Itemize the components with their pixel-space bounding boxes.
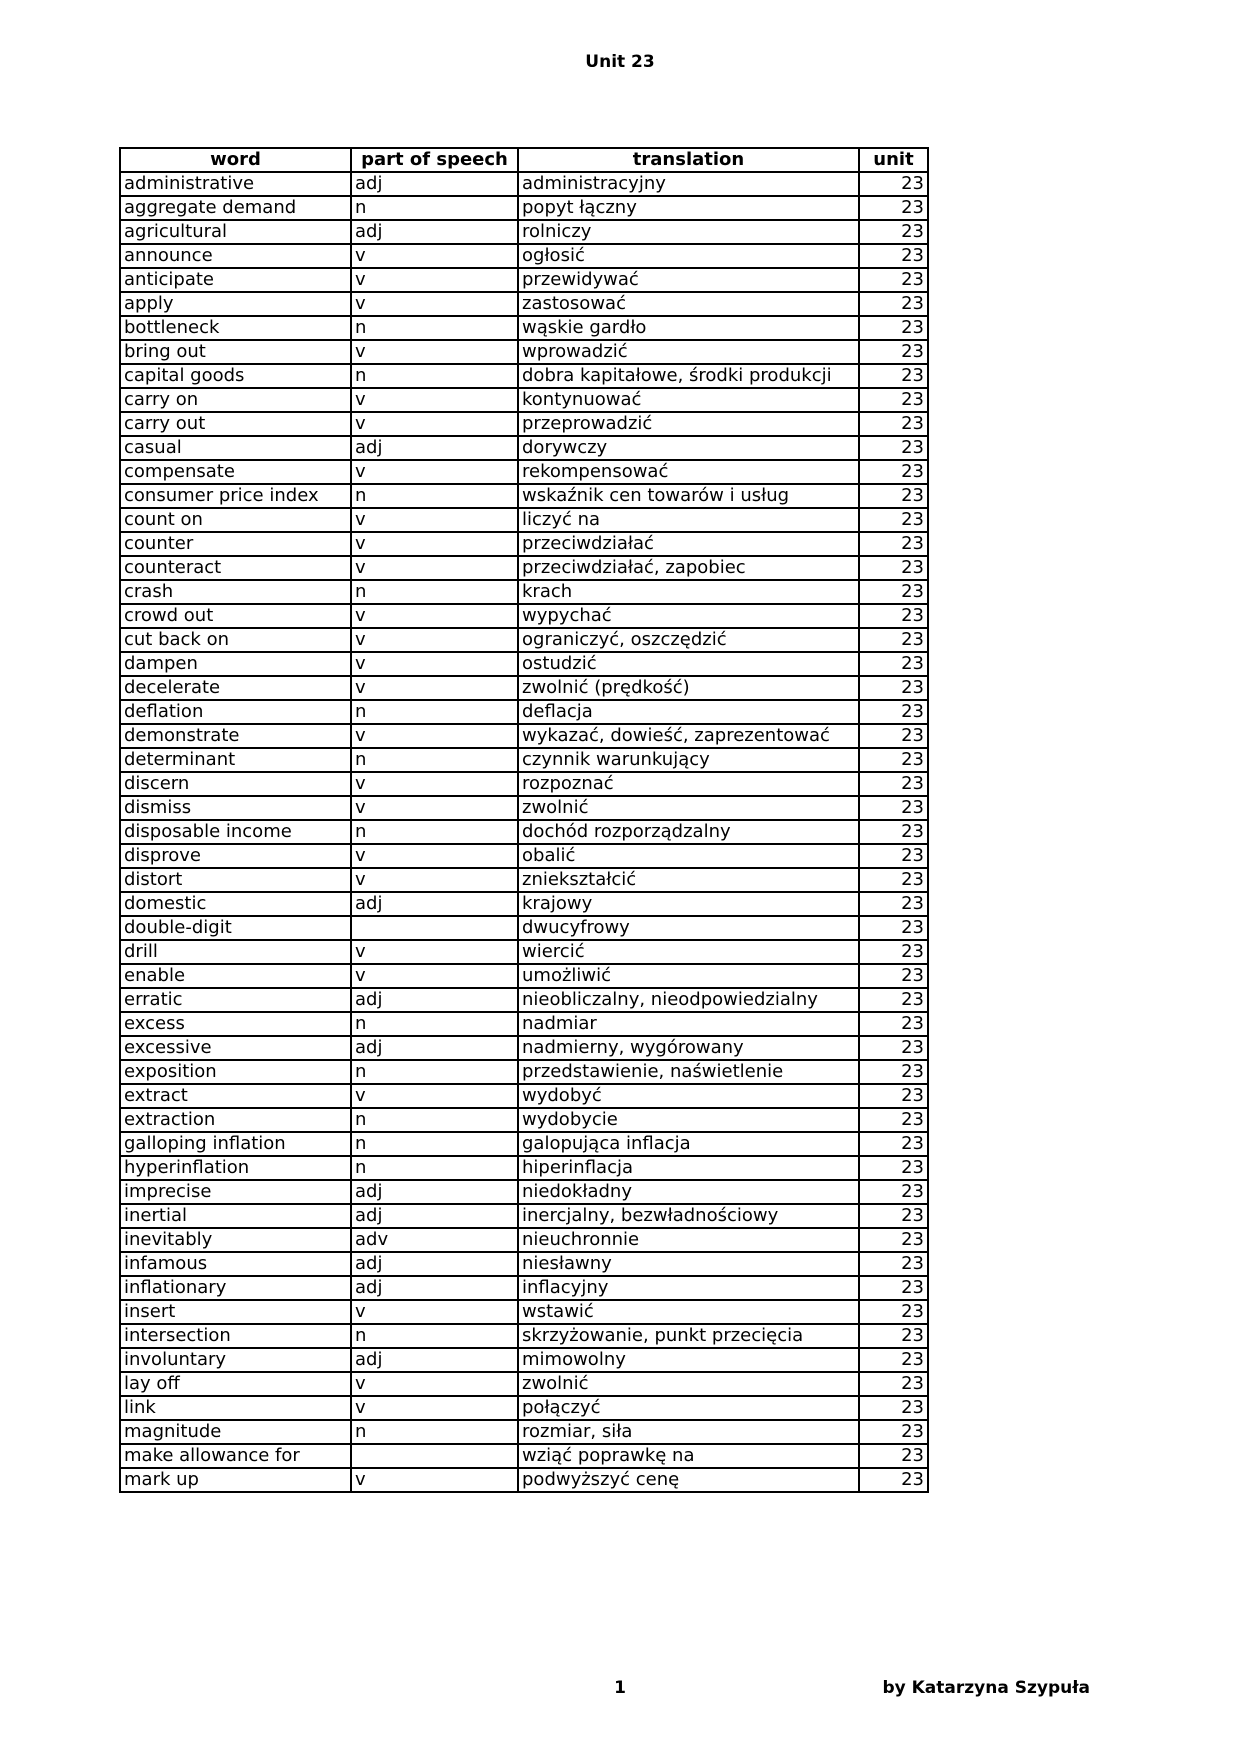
part-of-speech-cell: n [351,748,518,772]
part-of-speech-cell: n [351,484,518,508]
unit-cell: 23 [859,1228,928,1252]
word-cell: involuntary [120,1348,351,1372]
unit-cell: 23 [859,1204,928,1228]
translation-cell: zniekształcić [518,868,859,892]
part-of-speech-cell: n [351,1108,518,1132]
unit-cell: 23 [859,436,928,460]
table-row [120,172,928,196]
word-cell: dampen [120,652,351,676]
table-row [120,244,928,268]
translation-cell: inercjalny, bezwładnościowy [518,1204,859,1228]
word-cell: link [120,1396,351,1420]
part-of-speech-cell: n [351,316,518,340]
part-of-speech-cell: n [351,820,518,844]
part-of-speech-cell: v [351,1396,518,1420]
word-cell: imprecise [120,1180,351,1204]
translation-cell: dwucyfrowy [518,916,859,940]
unit-cell: 23 [859,1252,928,1276]
word-cell: inertial [120,1204,351,1228]
unit-cell: 23 [859,916,928,940]
table-row [120,196,928,220]
table-row [120,556,928,580]
unit-cell: 23 [859,364,928,388]
part-of-speech-cell: adj [351,220,518,244]
translation-cell: rozpoznać [518,772,859,796]
part-of-speech-cell: n [351,1060,518,1084]
word-cell: galloping inflation [120,1132,351,1156]
translation-cell: mimowolny [518,1348,859,1372]
translation-cell: rekompensować [518,460,859,484]
word-cell: mark up [120,1468,351,1492]
unit-cell: 23 [859,1156,928,1180]
word-cell: lay off [120,1372,351,1396]
translation-cell: dorywczy [518,436,859,460]
table-row [120,820,928,844]
unit-cell: 23 [859,268,928,292]
table-row [120,1012,928,1036]
translation-cell: deflacja [518,700,859,724]
unit-cell: 23 [859,1012,928,1036]
word-cell: count on [120,508,351,532]
part-of-speech-cell: v [351,244,518,268]
translation-cell: przewidywać [518,268,859,292]
table-row [120,412,928,436]
unit-cell: 23 [859,532,928,556]
translation-cell: dobra kapitałowe, środki produkcji [518,364,859,388]
unit-cell: 23 [859,1420,928,1444]
word-cell: enable [120,964,351,988]
word-cell: extraction [120,1108,351,1132]
table-row [120,844,928,868]
part-of-speech-cell: adj [351,1204,518,1228]
table-row [120,1180,928,1204]
part-of-speech-cell: adj [351,1036,518,1060]
word-cell: inevitably [120,1228,351,1252]
part-of-speech-cell: adj [351,1252,518,1276]
translation-cell: wskaźnik cen towarów i usług [518,484,859,508]
table-row [120,652,928,676]
unit-cell: 23 [859,988,928,1012]
table-row [120,604,928,628]
table-row [120,268,928,292]
translation-cell: nadmierny, wygórowany [518,1036,859,1060]
table-row [120,1324,928,1348]
table-row [120,676,928,700]
unit-cell: 23 [859,676,928,700]
translation-cell: hiperinflacja [518,1156,859,1180]
translation-cell: zwolnić [518,796,859,820]
word-cell: dismiss [120,796,351,820]
word-cell: discern [120,772,351,796]
author-credit: by Katarzyna Szypuła [882,1678,1090,1698]
table-row [120,388,928,412]
part-of-speech-cell [351,1444,518,1468]
translation-cell: nieobliczalny, nieodpowiedzialny [518,988,859,1012]
part-of-speech-cell: adv [351,1228,518,1252]
unit-cell: 23 [859,844,928,868]
translation-cell: krajowy [518,892,859,916]
unit-cell: 23 [859,1444,928,1468]
word-cell: bottleneck [120,316,351,340]
unit-cell: 23 [859,1372,928,1396]
word-cell: cut back on [120,628,351,652]
translation-cell: wydobycie [518,1108,859,1132]
word-cell: extract [120,1084,351,1108]
table-row [120,1468,928,1492]
table-row [120,1204,928,1228]
part-of-speech-cell: v [351,412,518,436]
word-cell: deflation [120,700,351,724]
translation-cell: galopująca inflacja [518,1132,859,1156]
unit-cell: 23 [859,172,928,196]
table-row [120,1348,928,1372]
table-row [120,964,928,988]
translation-cell: kontynuować [518,388,859,412]
table-row [120,1132,928,1156]
translation-cell: ostudzić [518,652,859,676]
table-row [120,1396,928,1420]
translation-cell: wypychać [518,604,859,628]
table-row [120,940,928,964]
header-row [120,148,928,172]
translation-cell: przedstawienie, naświetlenie [518,1060,859,1084]
part-of-speech-cell: n [351,364,518,388]
table-row [120,580,928,604]
translation-cell: rozmiar, siła [518,1420,859,1444]
part-of-speech-cell: v [351,724,518,748]
part-of-speech-cell: n [351,1324,518,1348]
column-header-translation: translation [518,148,859,172]
unit-cell: 23 [859,1396,928,1420]
word-cell: domestic [120,892,351,916]
table-row [120,484,928,508]
unit-cell: 23 [859,604,928,628]
unit-cell: 23 [859,628,928,652]
part-of-speech-cell: v [351,796,518,820]
table-row [120,1420,928,1444]
table-row [120,436,928,460]
translation-cell: zastosować [518,292,859,316]
table-row [120,1036,928,1060]
unit-cell: 23 [859,1324,928,1348]
unit-cell: 23 [859,388,928,412]
part-of-speech-cell: n [351,580,518,604]
translation-cell: wprowadzić [518,340,859,364]
table-row [120,772,928,796]
translation-cell: wykazać, dowieść, zaprezentować [518,724,859,748]
table-row [120,628,928,652]
part-of-speech-cell: v [351,676,518,700]
table-row [120,1276,928,1300]
word-cell: apply [120,292,351,316]
table-row [120,1108,928,1132]
part-of-speech-cell: n [351,700,518,724]
part-of-speech-cell: v [351,556,518,580]
unit-cell: 23 [859,556,928,580]
unit-cell: 23 [859,652,928,676]
table-row [120,316,928,340]
part-of-speech-cell: v [351,1084,518,1108]
part-of-speech-cell: v [351,844,518,868]
unit-cell: 23 [859,1036,928,1060]
translation-cell: wziąć poprawkę na [518,1444,859,1468]
word-cell: casual [120,436,351,460]
unit-cell: 23 [859,244,928,268]
translation-cell: podwyższyć cenę [518,1468,859,1492]
part-of-speech-cell: adj [351,1348,518,1372]
unit-cell: 23 [859,1132,928,1156]
unit-cell: 23 [859,316,928,340]
table-row [120,460,928,484]
part-of-speech-cell: n [351,1156,518,1180]
translation-cell: liczyć na [518,508,859,532]
word-cell: aggregate demand [120,196,351,220]
word-cell: drill [120,940,351,964]
word-cell: demonstrate [120,724,351,748]
translation-cell: rolniczy [518,220,859,244]
table-row [120,1444,928,1468]
table-row [120,364,928,388]
part-of-speech-cell: v [351,1300,518,1324]
part-of-speech-cell: v [351,604,518,628]
word-cell: infamous [120,1252,351,1276]
part-of-speech-cell: v [351,292,518,316]
word-cell: compensate [120,460,351,484]
part-of-speech-cell: adj [351,1180,518,1204]
unit-cell: 23 [859,196,928,220]
table-row [120,220,928,244]
part-of-speech-cell: adj [351,172,518,196]
unit-cell: 23 [859,1084,928,1108]
part-of-speech-cell: adj [351,892,518,916]
translation-cell: dochód rozporządzalny [518,820,859,844]
word-cell: disposable income [120,820,351,844]
part-of-speech-cell: v [351,508,518,532]
column-header-unit: unit [859,148,928,172]
part-of-speech-cell: v [351,532,518,556]
translation-cell: wąskie gardło [518,316,859,340]
part-of-speech-cell: n [351,1012,518,1036]
table-row [120,988,928,1012]
table-row [120,796,928,820]
unit-cell: 23 [859,580,928,604]
word-cell: excess [120,1012,351,1036]
page-number: 1 [614,1678,626,1698]
unit-cell: 23 [859,1348,928,1372]
table-row [120,1372,928,1396]
word-cell: counteract [120,556,351,580]
unit-cell: 23 [859,460,928,484]
unit-cell: 23 [859,724,928,748]
word-cell: insert [120,1300,351,1324]
table-row [120,1300,928,1324]
word-cell: excessive [120,1036,351,1060]
unit-cell: 23 [859,1276,928,1300]
translation-cell: wstawić [518,1300,859,1324]
translation-cell: nadmiar [518,1012,859,1036]
table-row [120,892,928,916]
table-row [120,508,928,532]
part-of-speech-cell: v [351,964,518,988]
part-of-speech-cell: v [351,340,518,364]
unit-cell: 23 [859,484,928,508]
unit-cell: 23 [859,796,928,820]
word-cell: agricultural [120,220,351,244]
word-cell: disprove [120,844,351,868]
word-cell: magnitude [120,1420,351,1444]
table-row [120,1084,928,1108]
table-row [120,724,928,748]
unit-cell: 23 [859,748,928,772]
translation-cell: przeciwdziałać, zapobiec [518,556,859,580]
part-of-speech-cell: adj [351,988,518,1012]
unit-cell: 23 [859,412,928,436]
translation-cell: obalić [518,844,859,868]
word-cell: bring out [120,340,351,364]
part-of-speech-cell: n [351,196,518,220]
translation-cell: przeprowadzić [518,412,859,436]
unit-cell: 23 [859,220,928,244]
part-of-speech-cell: v [351,628,518,652]
translation-cell: zwolnić [518,1372,859,1396]
translation-cell: krach [518,580,859,604]
word-cell: administrative [120,172,351,196]
part-of-speech-cell: v [351,868,518,892]
word-cell: distort [120,868,351,892]
translation-cell: przeciwdziałać [518,532,859,556]
part-of-speech-cell: v [351,652,518,676]
table-row [120,292,928,316]
unit-cell: 23 [859,820,928,844]
word-cell: counter [120,532,351,556]
unit-cell: 23 [859,508,928,532]
unit-cell: 23 [859,868,928,892]
part-of-speech-cell [351,916,518,940]
word-cell: hyperinflation [120,1156,351,1180]
translation-cell: niedokładny [518,1180,859,1204]
word-cell: capital goods [120,364,351,388]
table-row [120,1252,928,1276]
translation-cell: ogłosić [518,244,859,268]
column-header-word: word [120,148,351,172]
table-row [120,700,928,724]
translation-cell: umożliwić [518,964,859,988]
translation-cell: inflacyjny [518,1276,859,1300]
unit-cell: 23 [859,964,928,988]
translation-cell: czynnik warunkujący [518,748,859,772]
unit-cell: 23 [859,1300,928,1324]
part-of-speech-cell: adj [351,436,518,460]
word-cell: crowd out [120,604,351,628]
unit-cell: 23 [859,1108,928,1132]
part-of-speech-cell: v [351,940,518,964]
table-row [120,748,928,772]
part-of-speech-cell: v [351,772,518,796]
table-row [120,1060,928,1084]
part-of-speech-cell: v [351,1468,518,1492]
translation-cell: skrzyżowanie, punkt przecięcia [518,1324,859,1348]
table-row [120,916,928,940]
table-row [120,1156,928,1180]
translation-cell: wydobyć [518,1084,859,1108]
part-of-speech-cell: v [351,388,518,412]
part-of-speech-cell: n [351,1132,518,1156]
word-cell: carry out [120,412,351,436]
translation-cell: zwolnić (prędkość) [518,676,859,700]
table-row [120,532,928,556]
unit-cell: 23 [859,1060,928,1084]
word-cell: carry on [120,388,351,412]
word-cell: determinant [120,748,351,772]
word-cell: consumer price index [120,484,351,508]
word-cell: announce [120,244,351,268]
translation-cell: niesławny [518,1252,859,1276]
part-of-speech-cell: v [351,460,518,484]
word-cell: make allowance for [120,1444,351,1468]
word-cell: decelerate [120,676,351,700]
table-row [120,868,928,892]
translation-cell: administracyjny [518,172,859,196]
translation-cell: ograniczyć, oszczędzić [518,628,859,652]
unit-cell: 23 [859,1468,928,1492]
translation-cell: popyt łączny [518,196,859,220]
table-row [120,340,928,364]
unit-cell: 23 [859,700,928,724]
word-cell: exposition [120,1060,351,1084]
unit-cell: 23 [859,940,928,964]
table-body [120,172,928,1492]
unit-cell: 23 [859,340,928,364]
table-row [120,1228,928,1252]
unit-cell: 23 [859,292,928,316]
word-cell: erratic [120,988,351,1012]
page-title: Unit 23 [585,52,655,72]
translation-cell: wiercić [518,940,859,964]
unit-cell: 23 [859,772,928,796]
word-cell: double-digit [120,916,351,940]
word-cell: intersection [120,1324,351,1348]
part-of-speech-cell: n [351,1420,518,1444]
word-cell: inflationary [120,1276,351,1300]
translation-cell: połączyć [518,1396,859,1420]
unit-cell: 23 [859,892,928,916]
column-header-part-of-speech: part of speech [351,148,518,172]
word-cell: crash [120,580,351,604]
vocabulary-table [119,147,929,1493]
part-of-speech-cell: v [351,1372,518,1396]
unit-cell: 23 [859,1180,928,1204]
translation-cell: nieuchronnie [518,1228,859,1252]
word-cell: anticipate [120,268,351,292]
part-of-speech-cell: v [351,268,518,292]
part-of-speech-cell: adj [351,1276,518,1300]
